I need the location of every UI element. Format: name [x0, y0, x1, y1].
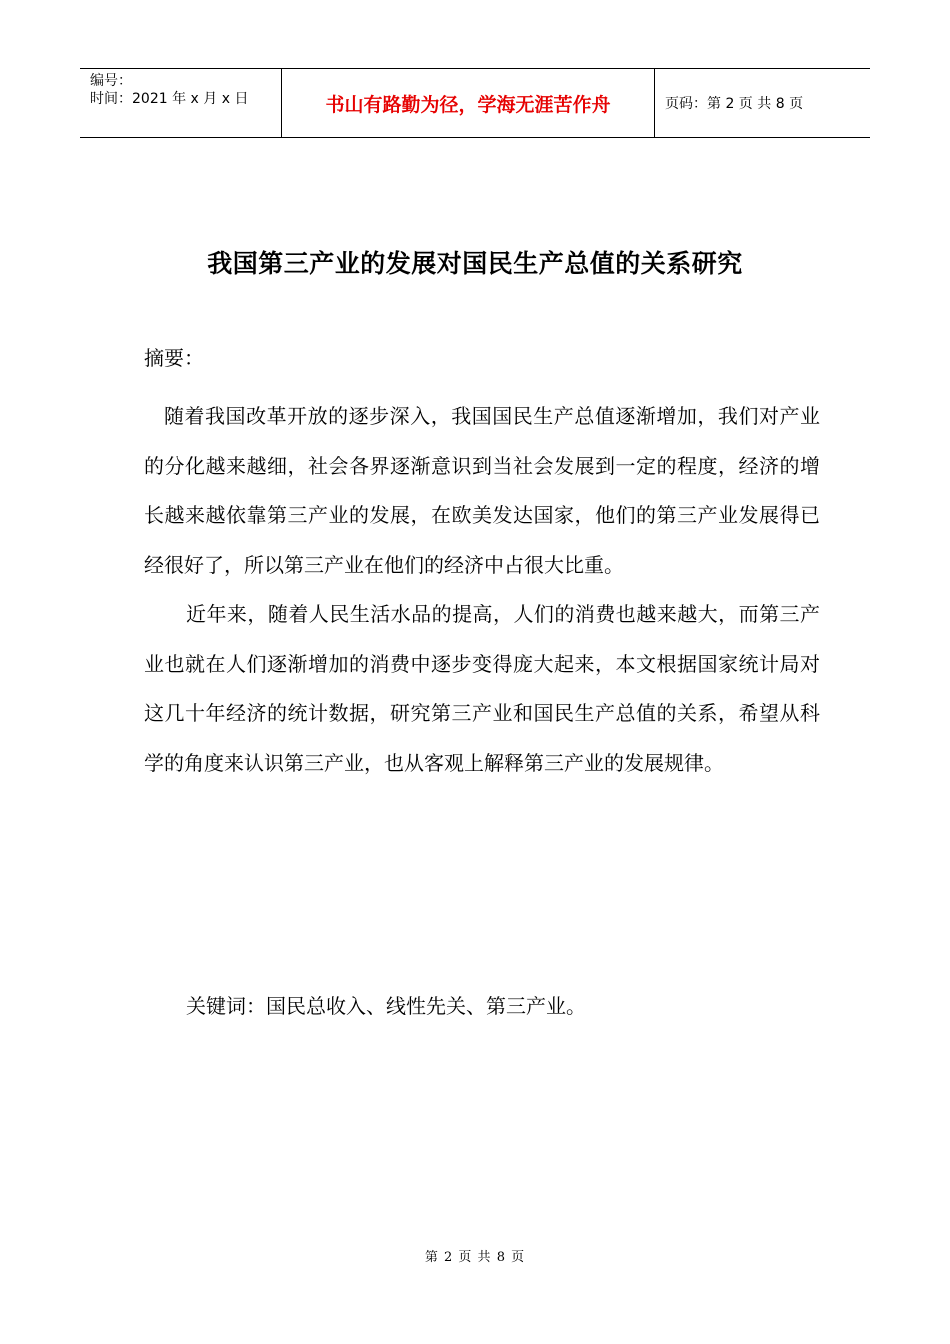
- motto-text: 书山有路勤为径，学海无涯苦作舟: [325, 93, 611, 116]
- abstract-paragraph-1: 随着我国改革开放的逐步深入，我国国民生产总值逐渐增加，我们对产业的分化越来越细，社会各界逐渐意识到当社会发展到一定的程度，经济的增长越来越依靠第三产业的发展，在欧美发达国家，他们的第三产业发展得已经很好了，所以第三产业在他们的经济中占很大比重。: [144, 404, 820, 577]
- header-table: [80, 68, 870, 138]
- header-meta-cell: [80, 69, 282, 137]
- page-footer: 第 2 页 共 8 页: [424, 1250, 526, 1265]
- abstract-paragraph-2: 近年来，随着人民生活水品的提高，人们的消费也越来越大，而第三产业也就在人们逐渐增加的消费中逐步变得庞大起来，本文根据国家统计局对这几十年经济的统计数据，研究第三产业和国民生产总值的关系，希望从科学的角度来认识第三产业，也从客观上解释第三产业的发展规律。: [144, 602, 820, 775]
- keywords-line: 关键词：国民总收入、线性先关、第三产业。: [186, 994, 586, 1018]
- header-motto-cell: [282, 69, 655, 137]
- date-line: 时间：2021 年 x 月 x 日: [90, 91, 249, 107]
- document-body: [144, 342, 820, 788]
- serial-number-label: 编号：: [90, 73, 132, 89]
- document-title: 我国第三产业的发展对国民生产总值的关系研究: [207, 249, 743, 278]
- abstract-label: 摘要：: [144, 346, 204, 370]
- header-page-cell: [655, 69, 870, 137]
- header-page-info: 页码：第 2 页 共 8 页: [665, 96, 804, 112]
